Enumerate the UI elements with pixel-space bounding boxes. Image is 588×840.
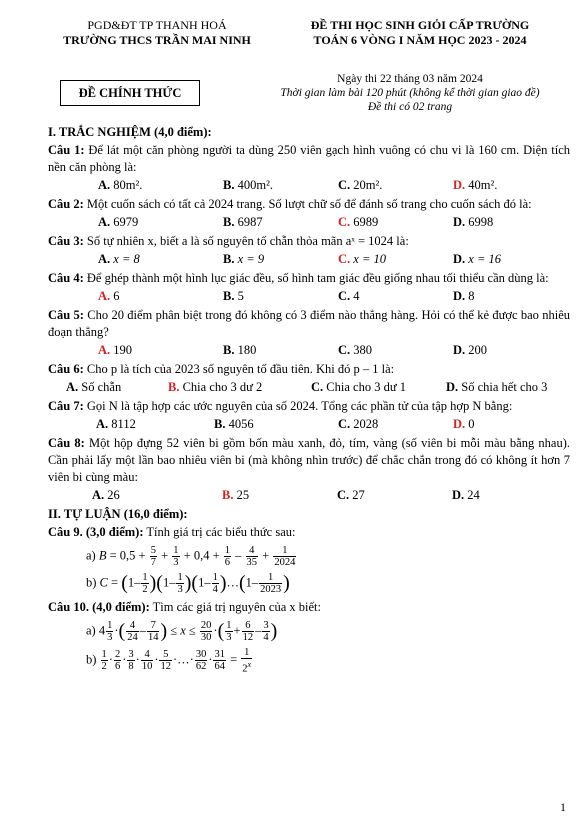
options-q2: A. 6979 B. 6987 C. 6989 D. 6998 (98, 215, 494, 229)
q9-part-a: a) B = 0,5 + $\frac{5}{7}$ + $\frac{1}{3}$ + 0,4 + $\frac{1}{6}$ – $\frac{4}{35}$ + $\frac{1}{2024}$ (86, 545, 296, 568)
question-8: Câu 8: Một hộp đựng 52 viên bi gồm bốn màu xanh, đỏ, tím, vàng (số viên bi mỗi màu bằng nhau). Cần phải lấy một lần bao nhiêu viên bi (mà không nhìn trước) để chắc chắn trong đó có không ít hơn 7 viên bi cùng màu: (48, 436, 570, 484)
options-q3: A. x = 8 B. x = 9 C. x = 10 D. x = 16 (98, 252, 502, 266)
school-name: TRƯỜNG THCS TRẦN MAI NINH (63, 33, 251, 47)
exam-date: Ngày thi 22 tháng 03 năm 2024 (337, 73, 483, 85)
exam-body (48, 122, 570, 679)
header-left (52, 18, 262, 48)
q9-part-b: b) C = (1– $\frac{1}{2}$ )(1– $\frac{1}{3}$ )(1– $\frac{1}{4}$ )…(1– $\frac{1}{2023}$ ) (86, 572, 290, 595)
exam-subtitle: TOÁN 6 VÒNG I NĂM HỌC 2023 - 2024 (313, 33, 527, 47)
section-multiple-choice: I. TRẮC NGHIỆM (4,0 điểm): (48, 125, 212, 139)
options-q5: A. 190 B. 180 C. 380 D. 200 (98, 343, 488, 357)
question-6: Câu 6: Cho p là tích của 2023 số nguyên tố đầu tiên. Khi đó p – 1 là: (48, 362, 395, 376)
exam-time: Thời gian làm bài 120 phút (không kể thời gian giao đề) (280, 87, 540, 99)
exam-pages: Đề thi có 02 trang (367, 101, 453, 113)
question-5: Câu 5: Cho 20 điểm phân biệt trong đó không có 3 điểm nào thẳng hàng. Hỏi có thể kẻ được bao nhiêu đoạn thẳng? (48, 308, 571, 339)
question-2: Câu 2: Một cuốn sách có tất cả 2024 trang. Số lượt chữ số để đánh số trang cho cuốn sách đó là: (48, 197, 532, 211)
question-7: Câu 7: Gọi N là tập hợp các ước nguyên của số 2024. Tổng các phần tử của tập hợp N bằng: (48, 399, 513, 413)
section-essay: II. TỰ LUẬN (16,0 điểm): (48, 507, 188, 521)
question-text: Để lát một căn phòng người ta dùng 250 viên gạch hình vuông có chu vi là 160 cm. Diện tích nền căn phòng là: (48, 143, 570, 174)
question-3: Câu 3: Số tự nhiên x, biết a là số nguyên tố chẵn thỏa mãn aˣ = 1024 là: (48, 234, 409, 248)
question-10: Câu 10. (4,0 điểm): Tìm các giá trị nguyên của x biết: (48, 600, 321, 614)
dept-name: PGD&ĐT TP THANH HOÁ (87, 18, 227, 32)
options-q1: A. 80m². B. 400m². C. 20m². D. 40m². (98, 178, 498, 192)
exam-meta (250, 72, 570, 114)
question-4: Câu 4: Để ghép thành một hình lục giác đều, số hình tam giác đều giống nhau tối thiểu cần dùng là: (48, 271, 549, 285)
q10-part-b: b) $\frac{1}{2}$ · $\frac{2}{6}$ · $\frac{3}{8}$ · $\frac{4}{10}$ · $\frac{5}{12}$ ·…· $\frac{30}{62}$ · $\frac{31}{64}$ = $\frac{1}{2^x}$ (86, 647, 252, 675)
options-q8: A. 26 B. 25 C. 27 D. 24 (92, 488, 480, 502)
header-right (270, 18, 570, 48)
page-number: 1 (560, 800, 566, 814)
options-q4: A. 6 B. 5 C. 4 D. 8 (98, 289, 475, 303)
options-q6: A. Số chẵn B. Chia cho 3 dư 2 C. Chia cho 3 dư 1 D. Số chia hết cho 3 (66, 380, 548, 394)
question-label: Câu 1: (48, 143, 85, 157)
official-stamp-box: ĐỀ CHÍNH THỨC (60, 80, 200, 106)
exam-title: ĐỀ THI HỌC SINH GIỎI CẤP TRƯỜNG (310, 18, 530, 32)
q10-part-a: a) 4 $\frac{1}{3}$ ·( $\frac{4}{24}$ – $\frac{7}{14}$ ) ≤ x ≤ $\frac{20}{30}$ ·( $\frac{1}{3}$ + $\frac{6}{12}$ – $\frac{3}{4}$ ) (86, 620, 278, 643)
question-9: Câu 9. (3,0 điểm): Tính giá trị các biểu thức sau: (48, 525, 296, 539)
question-1 (48, 142, 570, 176)
options-q7: A. 8112 B. 4056 C. 2028 D. 0 (96, 417, 475, 431)
